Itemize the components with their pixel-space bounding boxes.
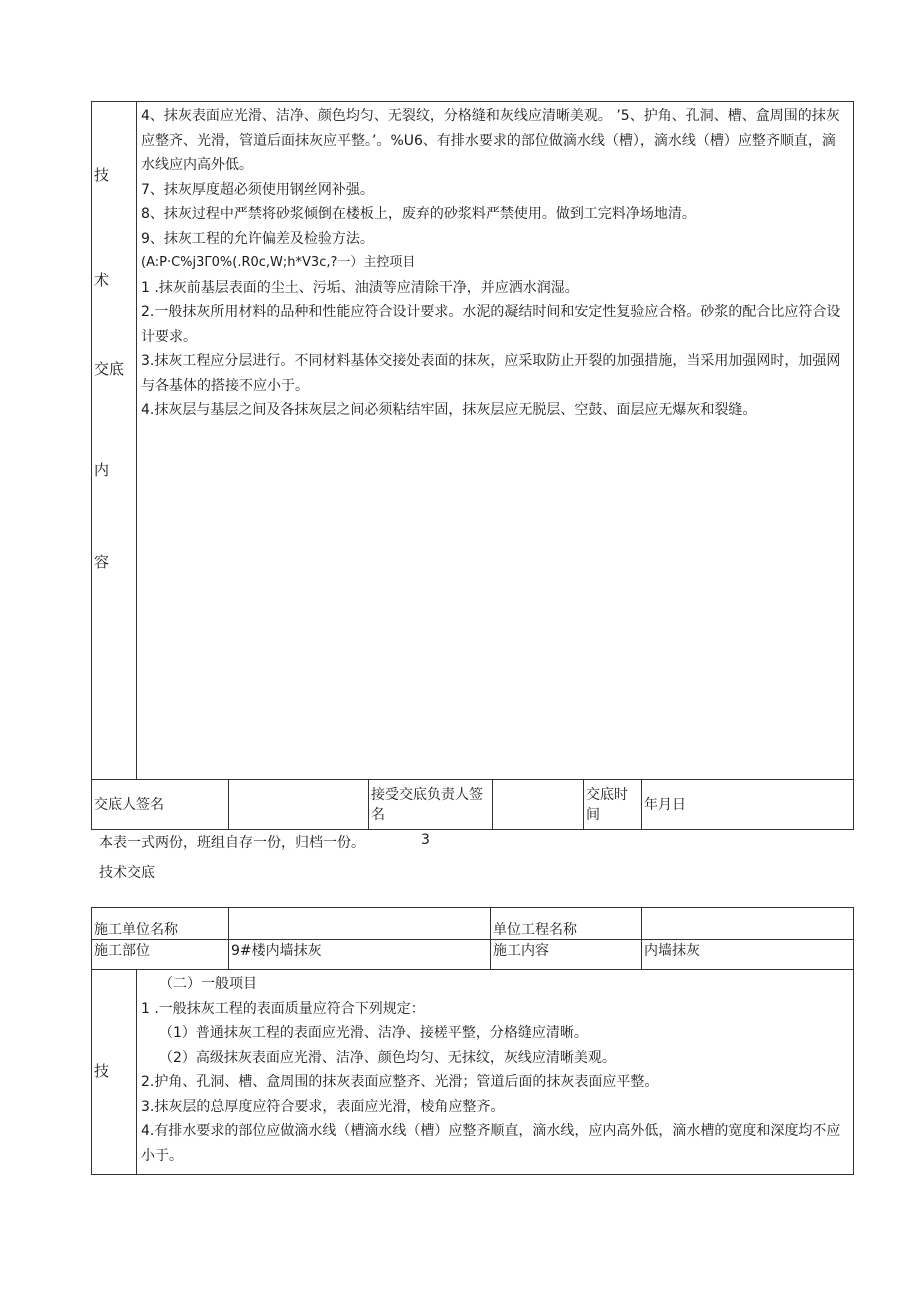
- doc-title: 技术交底: [99, 865, 155, 881]
- footnote: 本表一式两份，班组自存一份，归档一份。: [99, 835, 365, 851]
- discloser-signature-field[interactable]: [229, 780, 369, 830]
- content-line: 3.抹灰工程应分层进行。不同材料基体交接处表面的抹灰，应采取防止开裂的加强措施，当采用加强网时，加强网与各基体的搭接不应小于。: [141, 353, 841, 394]
- disclosure-content: [137, 102, 854, 780]
- content-line: 4、抹灰表面应光滑、洁净、颜色均匀、无裂纹，分格缝和灰线应清晰美观。 ’5、护角、孔洞、槽、盒周围的抹灰应整齐、光滑，管道后面抹灰应平整。’。%U6、有排水要求的部位做滴水线（槽），滴水线（槽）应整齐顺直，滴水线应内高外低。: [141, 108, 840, 173]
- general-items-content: [137, 970, 854, 1175]
- disclosure-time-label: 交底时间: [584, 780, 642, 830]
- project-name-value[interactable]: [642, 908, 854, 940]
- content-line: 8、抹灰过程中严禁将砂浆倾倒在楼板上，废弃的砂浆料严禁使用。做到工完料净场地清。: [141, 206, 696, 222]
- page-number: 3: [421, 832, 430, 848]
- content-label: 施工内容: [491, 940, 642, 970]
- content-line: 1 .抹灰前基层表面的尘土、污垢、油渍等应清除干净，并应洒水润湿。: [141, 279, 579, 296]
- top-disclosure-table: [91, 101, 854, 830]
- content-line: （二）一般项目: [159, 976, 257, 992]
- side-label-column: [92, 970, 137, 1175]
- discloser-signature-label: 交底人签名: [92, 780, 229, 830]
- bottom-header-table: [91, 907, 854, 970]
- side-char-4: 内: [94, 461, 110, 479]
- content-value: 内墙抹灰: [642, 940, 854, 970]
- unit-name-label: 施工单位名称: [92, 908, 229, 940]
- content-line: 2.一般抹灰所用材料的品种和性能应符合设计要求。水泥的凝结时间和安定性复验应合格。砂浆的配合比应符合设计要求。: [141, 304, 841, 345]
- content-line: 4.有排水要求的部位应做滴水线（槽滴水线（槽）应整齐顺直，滴水线，应内高外低，滴水槽的宽度和深度均不应小于。: [141, 1123, 841, 1164]
- side-char-bottom: 技: [94, 1062, 110, 1080]
- content-line: （1）普通抹灰工程的表面应光滑、洁净、接槎平整，分格缝应清晰。: [159, 1025, 588, 1041]
- side-label-column: [92, 102, 137, 780]
- disclosure-date-value: 年月日: [642, 780, 854, 830]
- side-char-1: 技: [94, 166, 110, 184]
- location-label: 施工部位: [92, 940, 229, 970]
- project-name-label: 单位工程名称: [491, 908, 642, 940]
- receiver-signature-label: 接受交底负责人签名: [369, 780, 493, 830]
- bottom-content-table: [91, 969, 854, 1175]
- content-line: 4.抹灰层与基层之间及各抹灰层之间必须粘结牢固，抹灰层应无脱层、空鼓、面层应无爆灰和裂缝。: [141, 402, 757, 418]
- location-value: 9#楼内墙抹灰: [229, 940, 491, 970]
- content-line: 7、抹灰厚度超必须使用钢丝网补强。: [141, 181, 374, 198]
- side-char-5: 容: [94, 553, 110, 571]
- unit-name-value[interactable]: [229, 908, 491, 940]
- content-line: 2.护角、孔洞、槽、盒周围的抹灰表面应整齐、光滑；管道后面的抹灰表面应平整。: [141, 1074, 659, 1090]
- content-line: 3.抹灰层的总厚度应符合要求，表面应光滑，棱角应整齐。: [141, 1098, 505, 1115]
- content-line: （2）高级抹灰表面应光滑、洁净、颜色均匀、无抹纹，灰线应清晰美观。: [159, 1049, 616, 1066]
- receiver-signature-field[interactable]: [493, 780, 584, 830]
- side-char-2: 术: [94, 271, 110, 289]
- side-char-3: 交底: [94, 360, 125, 378]
- content-line: (A:P·C%j3Γ0%(.R0c,W;h*V3c,?一）主控项目: [141, 255, 416, 270]
- content-line: 1 .一般抹灰工程的表面质量应符合下列规定：: [141, 1000, 425, 1017]
- content-line: 9、抹灰工程的允许偏差及检验方法。: [141, 230, 374, 247]
